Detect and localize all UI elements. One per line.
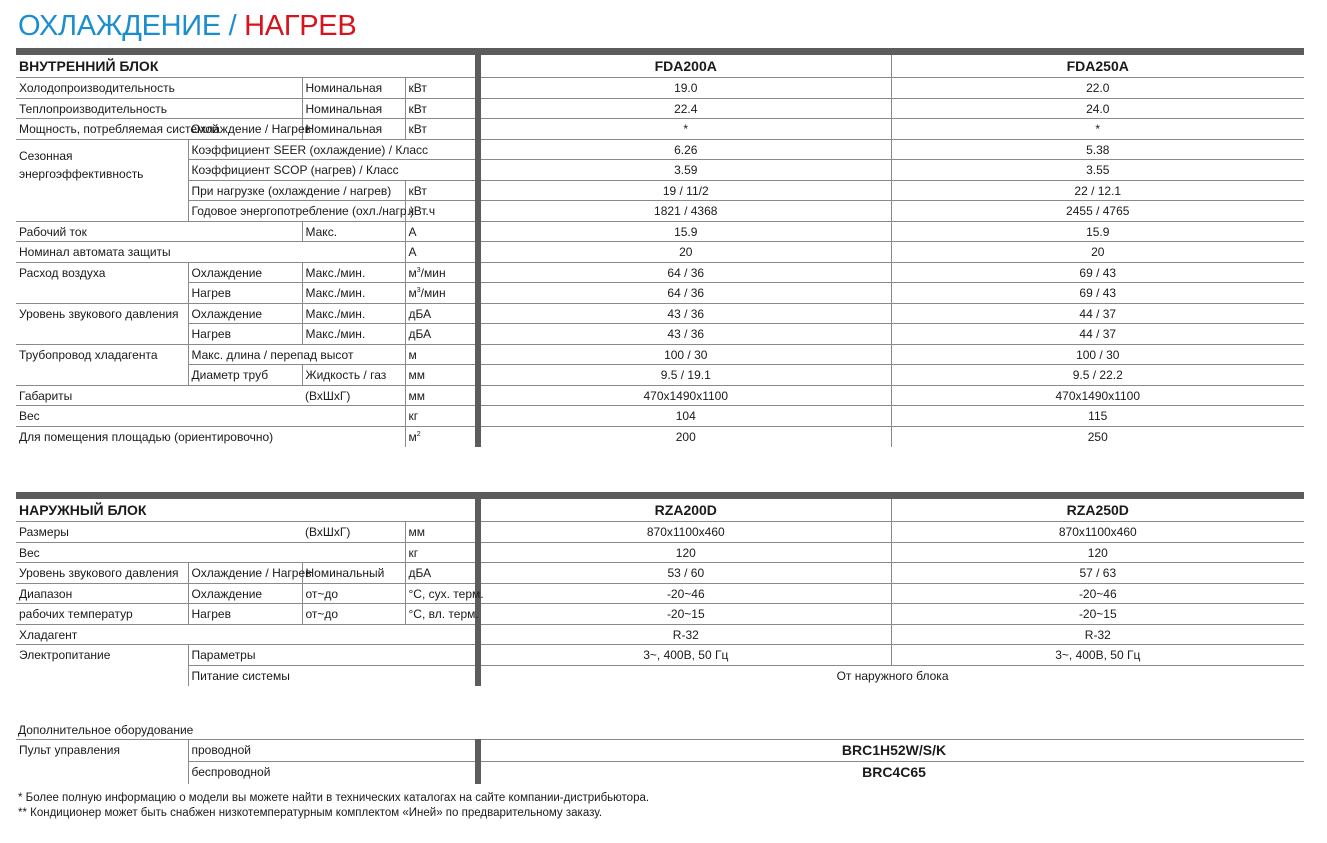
value-model-1: 15.9 (478, 221, 891, 242)
table-row (16, 201, 1304, 222)
row-unit: кВт (405, 78, 478, 99)
indoor-spec-table (16, 48, 1304, 447)
table-row (16, 583, 1304, 604)
row-mode: Параметры (188, 645, 478, 666)
row-label: Вес (16, 406, 405, 427)
indoor-model-2: FDA250A (891, 52, 1304, 78)
row-label: Размеры (16, 522, 302, 543)
value-model-2: 15.9 (891, 221, 1304, 242)
title-heating: НАГРЕВ (244, 10, 357, 42)
row-label: Трубопровод хладагента (16, 344, 188, 385)
row-unit: °С, вл. терм. (405, 604, 478, 625)
row-param: При нагрузке (охлаждение / нагрев) (188, 180, 405, 201)
outdoor-header: НАРУЖНЫЙ БЛОК (16, 496, 478, 522)
outdoor-model-2: RZA250D (891, 496, 1304, 522)
row-unit: кВт (405, 119, 478, 140)
page-title (18, 6, 356, 46)
row-mode: Диаметр труб (188, 365, 302, 386)
value-model-1: 1821 / 4368 (478, 201, 891, 222)
value-model-2: 69 / 43 (891, 262, 1304, 283)
value-model-2: 120 (891, 542, 1304, 563)
row-sub: Номинальная (302, 119, 405, 140)
row-mode: Охлаждение (188, 583, 302, 604)
table-row (16, 762, 1304, 784)
row-unit: $м^2$ (405, 426, 478, 447)
row-label: Диапазон (16, 583, 188, 604)
table-row (16, 283, 1304, 304)
table-row (16, 563, 1304, 584)
value-model-1: -20~46 (478, 583, 891, 604)
value-model-1: 19 / 11/2 (478, 180, 891, 201)
table-row (16, 303, 1304, 324)
row-unit: мм (405, 365, 478, 386)
row-sub: Макс./мин. (302, 303, 405, 324)
table-row (16, 542, 1304, 563)
row-unit: кВт.ч (405, 201, 478, 222)
row-label: Сезонная энергоэффективность (16, 139, 188, 221)
row-label: Рабочий ток (16, 221, 302, 242)
row-sub: Жидкость / газ (302, 365, 405, 386)
extra-equipment-title: Дополнительное оборудование (18, 723, 194, 737)
value-model-1: 6.26 (478, 139, 891, 160)
outdoor-header-row (16, 496, 1304, 522)
row-sub: Номинальная (302, 78, 405, 99)
value-model-2: 69 / 43 (891, 283, 1304, 304)
value-model-1: 3.59 (478, 160, 891, 181)
indoor-header-row (16, 52, 1304, 78)
row-sub: Номинальная (302, 98, 405, 119)
title-separator: / (220, 10, 245, 42)
row-mode: Охлаждение (188, 303, 302, 324)
title-cooling: ОХЛАЖДЕНИЕ (18, 10, 221, 42)
value-model-1: * (478, 119, 891, 140)
table-row (16, 740, 1304, 762)
outdoor-spec-table (16, 492, 1304, 686)
table-row (16, 119, 1304, 140)
value-model-1: 43 / 36 (478, 324, 891, 345)
value-model-2: -20~46 (891, 583, 1304, 604)
row-unit: дБА (405, 303, 478, 324)
row-unit: кг (405, 406, 478, 427)
value-both-models: От наружного блока (478, 665, 1304, 686)
value-model-1: R-32 (478, 624, 891, 645)
row-mode: Охлаждение / Нагрев (188, 119, 302, 140)
table-row (16, 139, 1304, 160)
value-model-1: 470x1490x1100 (478, 385, 891, 406)
value-model-2: 22 / 12.1 (891, 180, 1304, 201)
footnote: * Более полную информацию о модели вы можете найти в технических каталогах на сайте компании-дистрибьютора. (18, 792, 650, 804)
value-model-2: * (891, 119, 1304, 140)
table-row (16, 406, 1304, 427)
indoor-header: ВНУТРЕННИЙ БЛОК (16, 52, 478, 78)
row-sub: Номинальный (302, 563, 405, 584)
row-label: Вес (16, 542, 405, 563)
table-row (16, 180, 1304, 201)
table-row (16, 344, 1304, 365)
table-row (16, 365, 1304, 386)
row-unit: $м^3$/мин (405, 262, 478, 283)
row-label: Мощность, потребляемая системой (16, 119, 188, 140)
value-model-2: 870x1100x460 (891, 522, 1304, 543)
value-model-2: 24.0 (891, 98, 1304, 119)
value-model-1: 3~, 400В, 50 Гц (478, 645, 891, 666)
value-model-1: 9.5 / 19.1 (478, 365, 891, 386)
row-sub: от~до (302, 604, 405, 625)
row-sub: (ВхШхГ) (302, 522, 405, 543)
row-sub: Макс./мин. (302, 262, 405, 283)
row-sub: Макс./мин. (302, 283, 405, 304)
row-param: Макс. длина / перепад высот (188, 344, 405, 365)
row-unit: А (405, 221, 478, 242)
row-label: Уровень звукового давления (16, 303, 188, 344)
footnote: ** Кондиционер может быть снабжен низкотемпературным комплектом «Иней» по предварительному заказу. (18, 807, 603, 819)
row-unit: °С, сух. терм. (405, 583, 478, 604)
table-row (16, 665, 1304, 686)
row-unit: $м^3$/мин (405, 283, 478, 304)
value-model-2: 250 (891, 426, 1304, 447)
table-row (16, 522, 1304, 543)
row-mode: Нагрев (188, 283, 302, 304)
value-model-1: 64 / 36 (478, 262, 891, 283)
value-model-1: 870x1100x460 (478, 522, 891, 543)
row-unit: дБА (405, 324, 478, 345)
value-model-1: 100 / 30 (478, 344, 891, 365)
row-label: Холодопроизводительность (16, 78, 302, 99)
row-mode: Охлаждение (188, 262, 302, 283)
row-label: Уровень звукового давления (16, 563, 188, 584)
row-unit: дБА (405, 563, 478, 584)
row-unit: мм (405, 385, 478, 406)
row-sub: (ВхШхГ) (302, 385, 405, 406)
row-sub: Макс./мин. (302, 324, 405, 345)
row-param: Коэффициент SEER (охлаждение) / Класс (188, 139, 478, 160)
value-model-2: R-32 (891, 624, 1304, 645)
value-model-1: 200 (478, 426, 891, 447)
row-mode: Нагрев (188, 324, 302, 345)
extra-equipment-table (16, 739, 1304, 784)
row-param: Годовое энергопотребление (охл./нагр.) (188, 201, 405, 222)
value-model-1: 43 / 36 (478, 303, 891, 324)
row-mode: Нагрев (188, 604, 302, 625)
table-row (16, 98, 1304, 119)
value-model-2: 22.0 (891, 78, 1304, 99)
table-row (16, 385, 1304, 406)
value-model-2: 3~, 400В, 50 Гц (891, 645, 1304, 666)
table-row (16, 221, 1304, 242)
value-model-2: 44 / 37 (891, 324, 1304, 345)
value-model-2: 2455 / 4765 (891, 201, 1304, 222)
outdoor-model-1: RZA200D (478, 496, 891, 522)
indoor-model-1: FDA200A (478, 52, 891, 78)
value-model-1: -20~15 (478, 604, 891, 625)
value-model-2: 3.55 (891, 160, 1304, 181)
row-sub: Макс. (302, 221, 405, 242)
row-label: Электропитание (19, 648, 111, 662)
value-model-2: 5.38 (891, 139, 1304, 160)
row-mode: беспроводной (188, 762, 478, 784)
row-unit: кг (405, 542, 478, 563)
table-row (16, 78, 1304, 99)
row-label: Для помещения площадью (ориентировочно) (19, 429, 274, 444)
row-label: Теплопроизводительность (16, 98, 302, 119)
value-model-2: -20~15 (891, 604, 1304, 625)
row-param: Коэффициент SCOP (нагрев) / Класс (188, 160, 478, 181)
table-row (16, 624, 1304, 645)
table-row (16, 324, 1304, 345)
value-model-2: 44 / 37 (891, 303, 1304, 324)
row-label: рабочих температур (16, 604, 188, 625)
row-label: Расход воздуха (16, 262, 188, 303)
value-model-2: 9.5 / 22.2 (891, 365, 1304, 386)
value-model-1: 120 (478, 542, 891, 563)
row-unit: кВт (405, 180, 478, 201)
table-row (16, 160, 1304, 181)
row-unit: А (405, 242, 478, 263)
row-sub: от~до (302, 583, 405, 604)
row-mode: Охлаждение / Нагрев (188, 563, 302, 584)
value-model-1: 53 / 60 (478, 563, 891, 584)
row-mode: проводной (188, 740, 478, 762)
value-model-1: 22.4 (478, 98, 891, 119)
table-row (16, 604, 1304, 625)
value-model-1: 19.0 (478, 78, 891, 99)
row-unit: мм (405, 522, 478, 543)
table-row (16, 645, 1304, 666)
row-unit: м (405, 344, 478, 365)
value-model-1: 64 / 36 (478, 283, 891, 304)
value-model-2: 470x1490x1100 (891, 385, 1304, 406)
value-model-2: 115 (891, 406, 1304, 427)
value-model-2: 20 (891, 242, 1304, 263)
value-model-1: 20 (478, 242, 891, 263)
table-row (16, 262, 1304, 283)
value-wired-remote: BRC1H52W/S/K (478, 740, 1304, 762)
table-row (16, 426, 1304, 447)
row-unit: кВт (405, 98, 478, 119)
row-label: Номинал автомата защиты (16, 242, 405, 263)
row-label: Габариты (16, 385, 302, 406)
value-wireless-remote: BRC4C65 (478, 762, 1304, 784)
value-model-1: 104 (478, 406, 891, 427)
value-model-2: 100 / 30 (891, 344, 1304, 365)
table-row (16, 242, 1304, 263)
row-label: Пульт управления (16, 740, 188, 784)
footnotes (18, 791, 649, 821)
row-label: Хладагент (16, 624, 478, 645)
value-model-2: 57 / 63 (891, 563, 1304, 584)
row-mode: Питание системы (188, 665, 478, 686)
